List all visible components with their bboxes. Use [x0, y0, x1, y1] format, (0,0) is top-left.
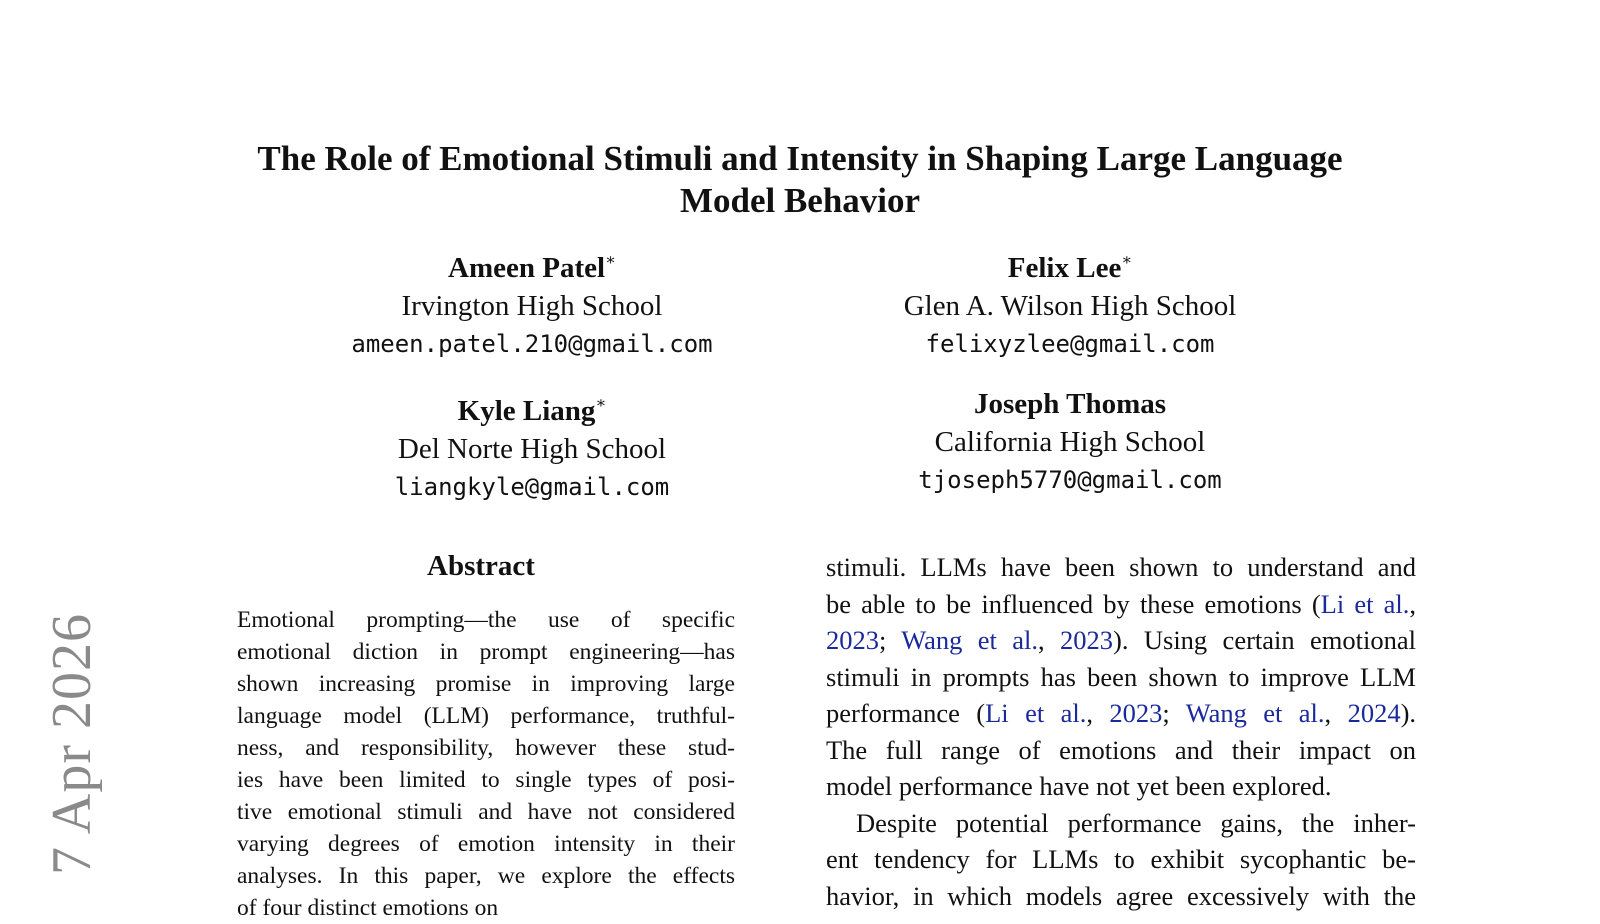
- arxiv-side-date: 7 Apr 2026: [41, 613, 103, 875]
- author-name: Kyle Liang: [457, 395, 596, 427]
- body-line: stimuli in prompts has been shown to improve LLM: [826, 661, 1416, 692]
- author-affiliation: California High School: [934, 426, 1206, 458]
- author-block-3: [322, 385, 742, 506]
- citation-link[interactable]: Wang et al.: [1185, 698, 1325, 728]
- abstract-body: [237, 604, 735, 924]
- body-line: The full range of emotions and their impact on: [826, 734, 1416, 765]
- author-email[interactable]: felixyzlee@gmail.com: [925, 330, 1215, 358]
- paper-title: [120, 138, 1480, 222]
- abstract-line: language model (LLM) performance, truthful-: [237, 703, 735, 729]
- paper-title-line-2: Model Behavior: [679, 181, 921, 220]
- body-line: ent tendency for LLMs to exhibit sycophantic be-: [826, 844, 1416, 874]
- abstract-line: of four distinct emotions on: [237, 895, 499, 921]
- citation-link[interactable]: Li et al.: [985, 698, 1087, 728]
- body-line: stimuli. LLMs have been shown to understand and: [826, 552, 1416, 582]
- equal-contribution-mark: ∗: [595, 395, 607, 412]
- abstract-line: emotional diction in prompt engineering—has: [237, 639, 735, 665]
- body-line: be able to be influenced by these emotions (Li et al.,: [826, 588, 1416, 619]
- author-name: Joseph Thomas: [973, 388, 1167, 420]
- abstract-heading: Abstract: [427, 550, 535, 582]
- abstract-line: varying degrees of emotion intensity in their: [237, 831, 735, 857]
- body-line: Despite potential performance gains, the inher-: [856, 807, 1416, 838]
- citation-link[interactable]: 2023: [1060, 625, 1114, 655]
- author-email[interactable]: tjoseph5770@gmail.com: [918, 466, 1222, 494]
- citation-link[interactable]: 2024: [1347, 698, 1401, 728]
- author-affiliation: Del Norte High School: [397, 433, 667, 465]
- abstract-line: ies have been limited to single types of posi-: [237, 767, 735, 793]
- body-line: havior, in which models agree excessively with the: [826, 880, 1416, 911]
- abstract-line: tive emotional stimuli and have not considered: [237, 799, 735, 825]
- paper-title-line-1: The Role of Emotional Stimuli and Intensity in Shaping Large Language: [257, 139, 1343, 178]
- citation-link[interactable]: 2023: [1109, 698, 1163, 728]
- author-name: Felix Lee: [1007, 252, 1122, 284]
- abstract-line: analyses. In this paper, we explore the effects: [237, 863, 735, 889]
- author-block-2: [860, 242, 1280, 363]
- body-line: 2023; Wang et al., 2023). Using certain emotional: [826, 625, 1416, 655]
- abstract-line: ness, and responsibility, however these stud-: [237, 735, 735, 761]
- body-line: performance (Li et al., 2023; Wang et al., 2024).: [826, 698, 1417, 728]
- citation-link[interactable]: Li et al.: [1320, 588, 1410, 619]
- equal-contribution-mark: ∗: [605, 252, 616, 269]
- author-affiliation: Irvington High School: [401, 290, 663, 322]
- author-block-1: [322, 242, 742, 363]
- author-name: Ameen Patel: [448, 252, 606, 284]
- body-line: model performance have not yet been explored.: [826, 771, 1332, 801]
- author-block-4: [860, 385, 1280, 499]
- citation-link[interactable]: 2023: [826, 625, 879, 655]
- intro-body: [826, 549, 1416, 914]
- author-affiliation: Glen A. Wilson High School: [903, 290, 1237, 322]
- author-email[interactable]: liangkyle@gmail.com: [394, 473, 670, 501]
- abstract-line: shown increasing promise in improving large: [237, 671, 735, 697]
- abstract-line: Emotional prompting—the use of specific: [237, 607, 735, 633]
- citation-link[interactable]: Wang et al.: [901, 625, 1039, 655]
- equal-contribution-mark: ∗: [1121, 252, 1133, 269]
- author-email[interactable]: ameen.patel.210@gmail.com: [351, 330, 713, 358]
